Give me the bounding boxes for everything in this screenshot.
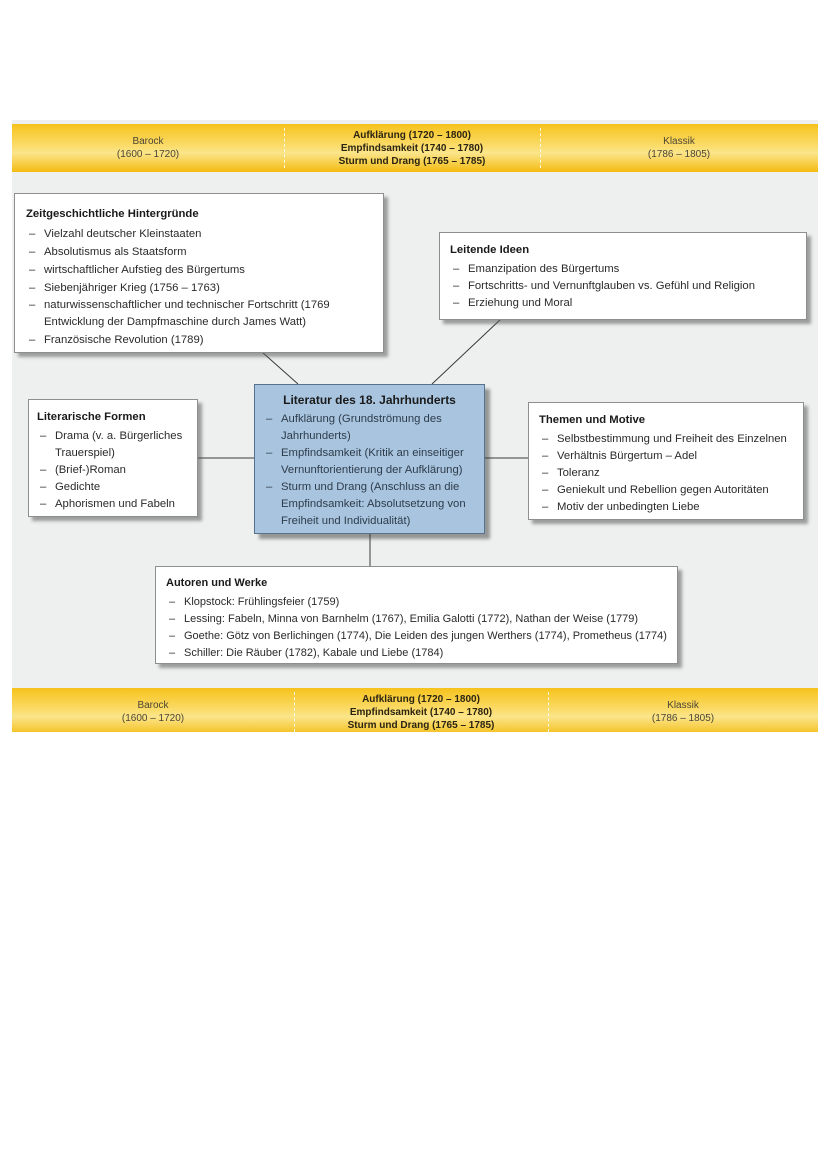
box-title: Literatur des 18. Jahrhunderts [283, 393, 456, 407]
era-line: Empfindsamkeit (1740 – 1780) [340, 142, 484, 154]
list-item: – Vielzahl deutscher Kleinstaaten [26, 225, 373, 243]
item-list [263, 411, 476, 530]
era-name: Barock [132, 136, 164, 147]
list-item: – Empfindsamkeit (Kritik an einseitiger Vernunftorientierung der Aufklärung) [263, 445, 476, 479]
era-years: (1786 – 1805) [651, 713, 715, 724]
item-list [166, 594, 667, 662]
era-klassik [548, 688, 818, 732]
connector-hintergruende [262, 352, 298, 384]
list-item: – Lessing: Fabeln, Minna von Barnhelm (1767), Emilia Galotti (1772), Nathan der Weise (1779) [166, 611, 667, 628]
item-list [26, 225, 373, 349]
list-item: – Gedichte [37, 479, 189, 496]
era-barock [12, 688, 294, 732]
era-name: Klassik [667, 700, 699, 711]
box-themen [528, 402, 804, 520]
era-years: (1600 – 1720) [116, 149, 180, 160]
era-line: Aufklärung (1720 – 1800) [353, 129, 471, 141]
list-item: – Aphorismen und Fabeln [37, 496, 189, 513]
era-18-jahrhundert [294, 688, 548, 732]
list-item: – Absolutismus als Staatsform [26, 243, 373, 261]
list-item: – Aufklärung (Grundströmung des Jahrhunderts) [263, 411, 476, 445]
list-item: – Sturm und Drang (Anschluss an die Empfindsamkeit: Absolutsetzung von Freiheit und Individualität) [263, 479, 476, 530]
box-formen [28, 399, 198, 517]
list-item: – Drama (v. a. Bürgerliches Trauerspiel) [37, 428, 189, 462]
item-list [539, 431, 793, 516]
box-title: Autoren und Werke [166, 577, 268, 589]
era-line: Aufklärung (1720 – 1800) [362, 693, 480, 705]
box-hintergruende [14, 193, 384, 353]
connector-ideen [432, 318, 502, 384]
item-list [450, 261, 796, 312]
list-item: – naturwissenschaftlicher und technischer Fortschritt (1769 Entwicklung der Dampfmaschine durch James Watt) [26, 297, 373, 331]
list-item: – Fortschritts- und Vernunftglauben vs. Gefühl und Religion [450, 278, 796, 295]
era-name: Barock [137, 700, 169, 711]
list-item: – Toleranz [539, 465, 793, 482]
era-line: Sturm und Drang (1765 – 1785) [347, 719, 495, 731]
box-title: Literarische Formen [37, 411, 146, 423]
box-title: Themen und Motive [539, 414, 646, 426]
timeline-band-bottom [12, 688, 818, 732]
era-years: (1600 – 1720) [121, 713, 185, 724]
era-line: Sturm und Drang (1765 – 1785) [338, 155, 486, 167]
list-item: – Motiv der unbedingten Liebe [539, 499, 793, 516]
list-item: – Verhältnis Bürgertum – Adel [539, 448, 793, 465]
era-name: Klassik [663, 136, 695, 147]
box-autoren [155, 566, 678, 664]
list-item: – Emanzipation des Bürgertums [450, 261, 796, 278]
era-line: Empfindsamkeit (1740 – 1780) [349, 706, 493, 718]
diagram-panel [12, 120, 818, 732]
box-title: Zeitgeschichtliche Hintergründe [26, 208, 199, 220]
list-item: – Siebenjähriger Krieg (1756 – 1763) [26, 279, 373, 297]
item-list [37, 428, 189, 513]
list-item: – Erziehung und Moral [450, 295, 796, 312]
list-item: – Schiller: Die Räuber (1782), Kabale und Liebe (1784) [166, 645, 667, 662]
box-title: Leitende Ideen [450, 244, 530, 256]
list-item: – Französische Revolution (1789) [26, 331, 373, 349]
list-item: – Goethe: Götz von Berlichingen (1774), Die Leiden des jungen Werthers (1774), Prometheus (1774) [166, 628, 667, 645]
list-item: – wirtschaftlicher Aufstieg des Bürgertums [26, 261, 373, 279]
box-zentrum [254, 384, 485, 534]
list-item: – (Brief-)Roman [37, 462, 189, 479]
list-item: – Geniekult und Rebellion gegen Autoritäten [539, 482, 793, 499]
list-item: – Selbstbestimmung und Freiheit des Einzelnen [539, 431, 793, 448]
box-ideen [439, 232, 807, 320]
era-years: (1786 – 1805) [647, 149, 711, 160]
list-item: – Klopstock: Frühlingsfeier (1759) [166, 594, 667, 611]
